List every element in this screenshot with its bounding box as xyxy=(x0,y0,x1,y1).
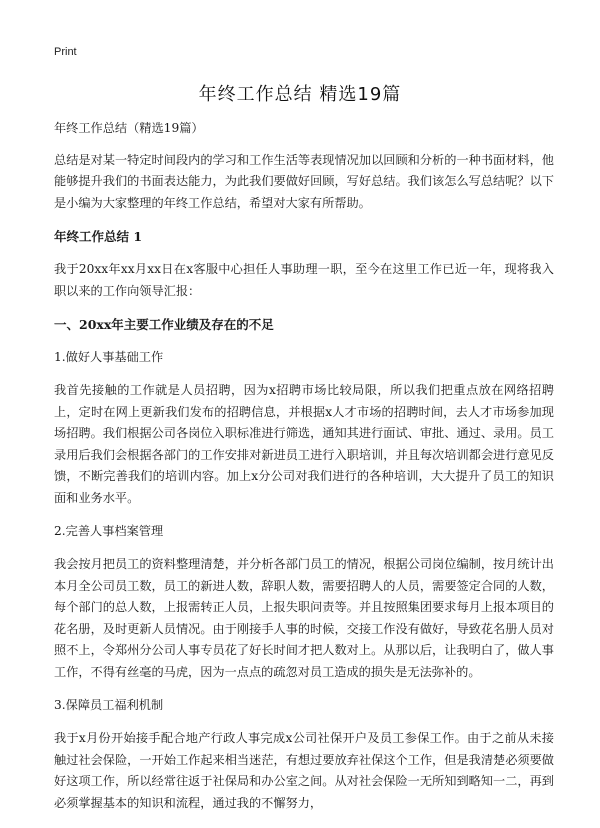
article-heading: 年终工作总结 1 xyxy=(54,229,143,244)
item-paragraph: 我首先接触的工作就是人员招聘，因为x招聘市场比较局限，所以我们把重点放在网络招聘上，定时在网上更新我们发布的招聘信息，并根据x人才市场的招聘时间，去人才市场参加现场招聘。我们根据公司各岗位入职标准进行筛选，通知其进行面试、审批、通过、录用。员工录用后我们会根据各部门的工作安排对新进员工进行入职培训，并且每次培训都会进行意见反馈，不断完善我们的培训内容。加上x分公司对我们进行的各种培训，大大提升了员工的知识面和业务水平。 xyxy=(54,383,554,505)
article-body xyxy=(54,118,554,826)
item-heading: 3.保障员工福利机制 xyxy=(54,698,164,712)
item-paragraph: 我会按月把员工的资料整理清楚，并分析各部门员工的情况，根据公司岗位编制，按月统计出本月全公司员工数，员工的新进人数，辞职人数，需要招聘人的人员，需要签定合同的人数，每个部门的总人数，上报需转正人员，上报失职问责等。并且按照集团要求每月上报本项目的花名册，及时更新人员情况。由于刚接手人事的时候，交接工作没有做好，导致花名册人员对照不上，令郑州分公司人事专员花了好长时间才把人数对上。从那以后，让我明白了，做人事工作，不得有丝毫的马虎，因为一点点的疏忽对员工造成的损失是无法弥补的。 xyxy=(54,557,554,679)
intro-paragraph: 总结是对某一特定时间段内的学习和工作生活等表现情况加以回顾和分析的一种书面材料，他能够提升我们的书面表达能力，为此我们要做好回顾，写好总结。我们该怎么写总结呢？以下是小编为大家整理的年终工作总结，希望对大家有所帮助。 xyxy=(54,152,554,210)
document-subtitle: 年终工作总结（精选19篇） xyxy=(54,121,204,135)
section-heading: 一、20xx年主要工作业绩及存在的不足 xyxy=(54,317,274,332)
page-title: 年终工作总结 精选19篇 xyxy=(198,84,402,105)
item-heading: 2.完善人事档案管理 xyxy=(54,524,164,538)
print-link[interactable]: Print xyxy=(54,46,77,58)
article-intro-paragraph: 我于20xx年xx月xx日在x客服中心担任人事助理一职，至今在这里工作已近一年，现将我入职以来的工作向领导汇报： xyxy=(54,262,554,298)
item-paragraph: 我于x月份开始接手配合地产行政人事完成x公司社保开户及员工参保工作。由于之前从未接触过社会保险，一开始工作起来相当迷茫，有想过要放弃社保这个工作，但是我清楚必须要做好这项工作，所以经常往返于社保局和办公室之间。从对社会保险一无所知到略知一二，再到必须掌握基本的知识和流程，通过我的不懈努力， xyxy=(54,731,554,810)
item-heading: 1.做好人事基础工作 xyxy=(54,350,164,364)
